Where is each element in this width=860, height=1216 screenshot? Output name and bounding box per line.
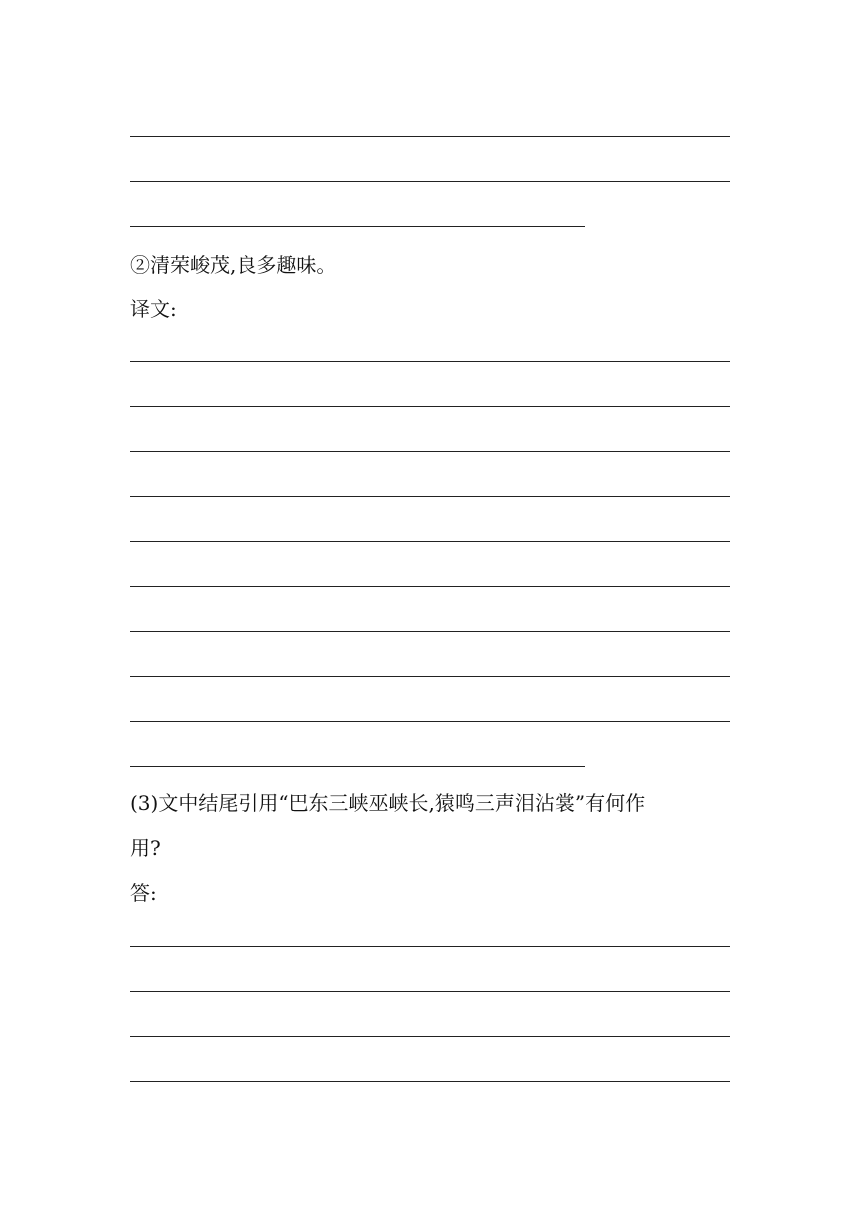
translation-label: 译文:: [130, 297, 177, 321]
question-text-line1: (3)文中结尾引用“巴东三峡巫峡长,猿鸣三声泪沾裳”有何作: [130, 791, 646, 815]
answer-line[interactable]: [130, 406, 730, 407]
answer-line[interactable]: [130, 1081, 730, 1082]
answer-line-short[interactable]: [130, 226, 585, 227]
answer-line[interactable]: [130, 1036, 730, 1037]
answer-line[interactable]: [130, 586, 730, 587]
answer-label: 答:: [130, 881, 157, 905]
answer-line[interactable]: [130, 676, 730, 677]
answer-line[interactable]: [130, 496, 730, 497]
answer-line[interactable]: [130, 541, 730, 542]
answer-line[interactable]: [130, 361, 730, 362]
answer-line-short[interactable]: [130, 766, 585, 767]
answer-line[interactable]: [130, 181, 730, 182]
answer-line[interactable]: [130, 136, 730, 137]
item-prompt: ②清荣峻茂,良多趣味。: [130, 253, 337, 277]
answer-line[interactable]: [130, 451, 730, 452]
answer-line[interactable]: [130, 721, 730, 722]
answer-line[interactable]: [130, 946, 730, 947]
answer-line[interactable]: [130, 631, 730, 632]
answer-line[interactable]: [130, 991, 730, 992]
question-text-line2: 用?: [130, 836, 161, 860]
